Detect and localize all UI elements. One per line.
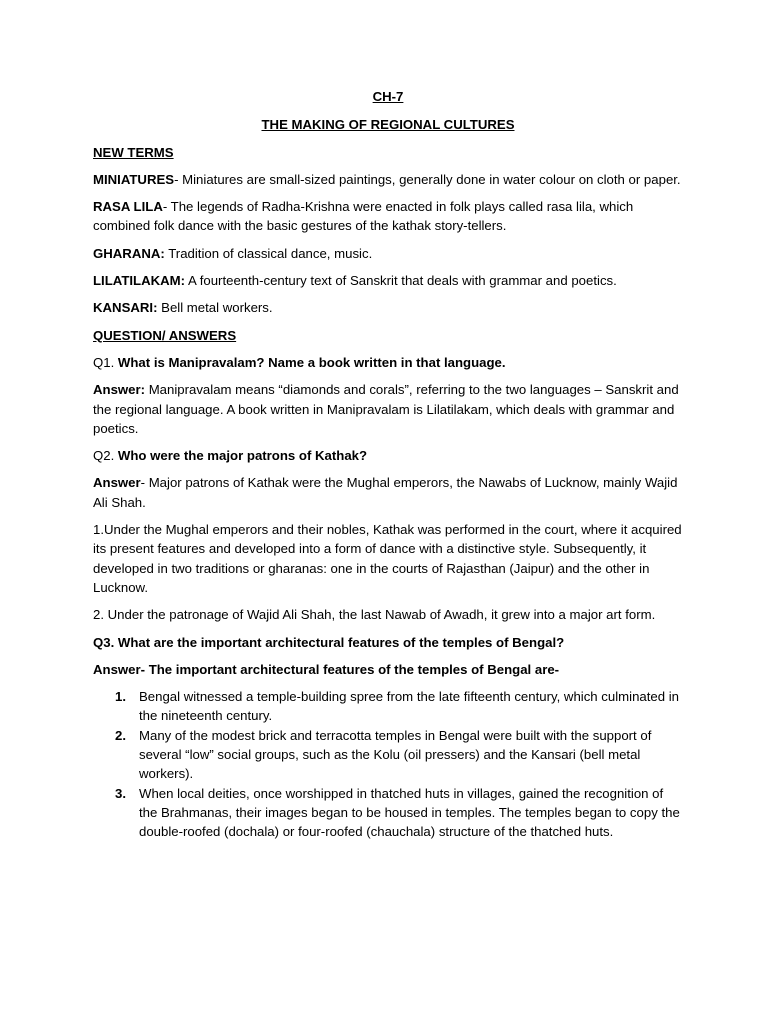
qa-heading: QUESTION/ ANSWERS xyxy=(93,327,237,343)
term-label: GHARANA: xyxy=(93,245,165,261)
list-item xyxy=(93,784,683,842)
term-kansari xyxy=(93,298,683,317)
answer-label: Answer: xyxy=(93,382,146,398)
question-number: Q1. xyxy=(93,354,118,370)
document-body xyxy=(93,87,683,842)
new-terms-heading: NEW TERMS xyxy=(93,144,174,160)
list-text: When local deities, once worshipped in thatched huts in villages, gained the recognition of the Brahmanas, their images began to be housed in temples. The temples began to copy the double-roofed (dochala) or four-roofed (chauchala) structure of the thatched huts. xyxy=(139,785,680,840)
list-number: 3. xyxy=(115,785,126,801)
chapter-number: CH-7 xyxy=(372,89,404,104)
term-definition: Miniatures are small-sized paintings, generally done in water colour on cloth or paper. xyxy=(182,171,681,187)
question-1 xyxy=(93,353,683,372)
list-number: 1. xyxy=(115,689,126,705)
term-definition: Bell metal workers. xyxy=(161,300,273,316)
term-definition: Tradition of classical dance, music. xyxy=(168,245,373,261)
answer-label: Answer xyxy=(93,475,141,491)
question-text: Who were the major patrons of Kathak? xyxy=(117,448,368,464)
answer-2-point-2: 2. Under the patronage of Wajid Ali Shah, the last Nawab of Awadh, it grew into a major art form. xyxy=(93,607,656,623)
term-separator: - xyxy=(174,171,183,187)
term-label: RASA LILA xyxy=(93,199,163,215)
term-gharana xyxy=(93,244,683,263)
term-definition: A fourteenth-century text of Sanskrit that deals with grammar and poetics. xyxy=(187,273,617,289)
list-text: Bengal witnessed a temple-building spree from the late fifteenth century, which culminated in the nineteenth century. xyxy=(139,689,680,724)
question-3: Q3. What are the important architectural features of the temples of Bengal? xyxy=(93,634,565,650)
answer-text: - Major patrons of Kathak were the Mughal emperors, the Nawabs of Lucknow, mainly Wajid Ali Shah. xyxy=(93,475,678,510)
answer-2-point-1: 1.Under the Mughal emperors and their nobles, Kathak was performed in the court, where it acquired its present features and developed into a form of dance with a distinctive style. Subsequently, it developed in two traditions or gharanas: one in the courts of Rajasthan (Jaipur) and the other in Lucknow. xyxy=(93,522,682,595)
question-2 xyxy=(93,446,683,465)
question-text: What is Manipravalam? Name a book written in that language. xyxy=(117,354,506,370)
list-text: Many of the modest brick and terracotta temples in Bengal were built with the support of several “low” social groups, such as the Kolu (oil pressers) and the Kansari (bell metal workers). xyxy=(139,727,652,782)
term-rasa-lila xyxy=(93,197,683,236)
answer-2 xyxy=(93,473,683,512)
answer-3-intro: Answer- The important architectural features of the temples of Bengal are- xyxy=(93,661,560,677)
term-separator: - xyxy=(162,199,171,215)
term-miniatures xyxy=(93,170,683,189)
chapter-title: THE MAKING OF REGIONAL CULTURES xyxy=(261,117,515,133)
term-label: MINIATURES xyxy=(93,171,175,187)
answer-text: Manipravalam means “diamonds and corals”, referring to the two languages – Sanskrit and the regional language. A book written in Manipravalam is Lilatilakam, which deals with grammar and poetics. xyxy=(93,382,679,436)
list-item xyxy=(93,687,683,726)
question-number: Q2. xyxy=(93,448,118,464)
term-label: KANSARI: xyxy=(93,300,158,316)
term-definition: The legends of Radha-Krishna were enacted in folk plays called rasa lila, which combined folk dance with the basic gestures of the kathak story-tellers. xyxy=(93,199,634,234)
bengal-temple-features-list xyxy=(93,687,683,841)
answer-1 xyxy=(93,380,683,438)
term-lilatilakam xyxy=(93,271,683,290)
list-number: 2. xyxy=(115,727,126,743)
list-item xyxy=(93,726,683,784)
term-label: LILATILAKAM: xyxy=(93,273,186,289)
